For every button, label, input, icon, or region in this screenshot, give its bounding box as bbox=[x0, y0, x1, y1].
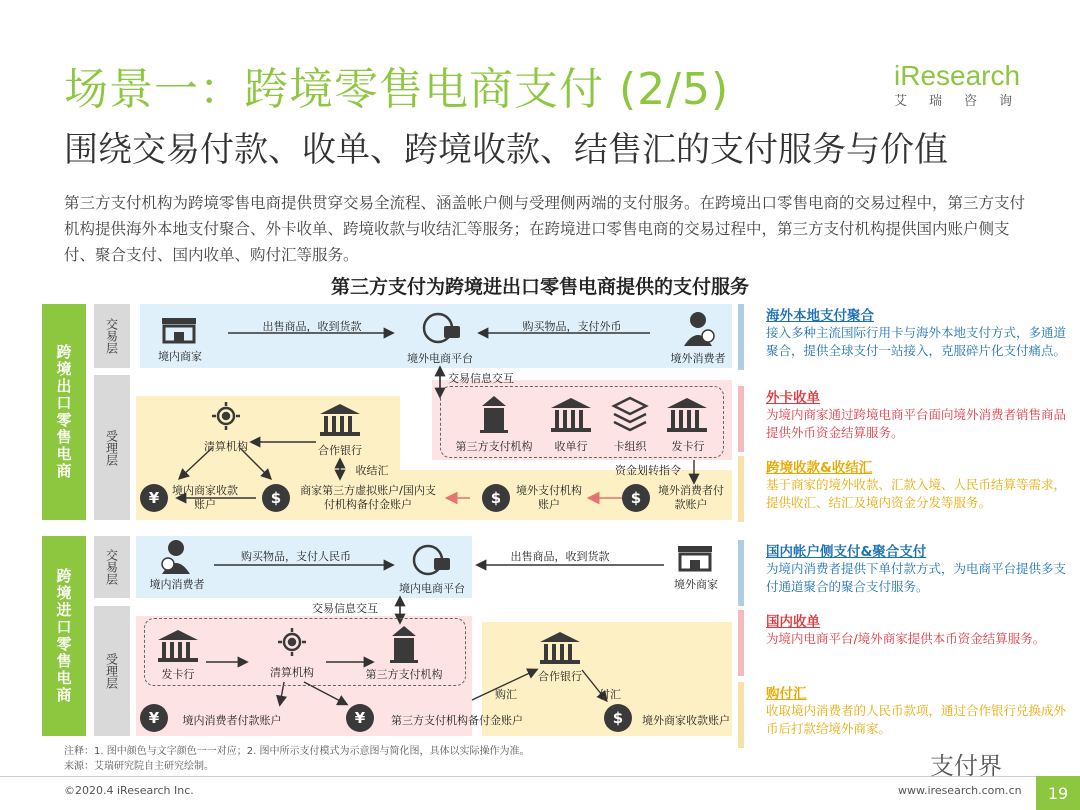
import-clearing-label: 清算机构 bbox=[270, 666, 314, 679]
export-card-org-label: 卡组织 bbox=[613, 440, 647, 453]
export-sell-flow-label: 出售商品，收到货款 bbox=[262, 320, 362, 333]
note-title: 海外本地支付聚合 bbox=[766, 308, 874, 324]
export-trade-layer: 交易层 bbox=[94, 304, 130, 368]
note-title: 国内帐户侧支付&聚合支付 bbox=[766, 544, 927, 560]
footer-note: 注释：1. 图中颜色与文字颜色一一对应；2. 图中所示支付模式为示意图与简化图，具体以实际操作为准。 bbox=[64, 746, 530, 757]
dollar-coin-icon: $ bbox=[622, 484, 650, 512]
import-platform-icon bbox=[414, 546, 450, 574]
export-foreign-acct-label: 境外支付机构账户 bbox=[516, 484, 582, 511]
note-bracket bbox=[738, 386, 744, 452]
note-title: 跨境收款&收结汇 bbox=[766, 460, 873, 476]
footer-website: www.iresearch.com.cn bbox=[898, 784, 1022, 797]
export-overseas-consumer-icon bbox=[684, 312, 714, 346]
export-coop-bank-label: 合作银行 bbox=[318, 444, 362, 457]
import-third-party-label: 第三方支付机构 bbox=[365, 668, 443, 681]
note-body: 为境内消费者提供下单付款方式，为电商平台提供多支付通道聚合的聚合支付服务。 bbox=[766, 561, 1067, 594]
export-consumer-acct-label: 境外消费者付款账户 bbox=[658, 484, 724, 511]
export-third-party-label: 第三方支付机构 bbox=[455, 440, 533, 453]
export-acquirer-label: 收单行 bbox=[554, 440, 588, 453]
page-title: 场景一：跨境零售电商支付 (2/5) bbox=[64, 64, 730, 115]
note-item bbox=[738, 386, 1068, 442]
import-consumer-acct-label: 境内消费者付款账户 bbox=[182, 714, 282, 727]
dollar-coin-icon: $ bbox=[604, 704, 632, 732]
note-bracket bbox=[738, 610, 744, 676]
note-item bbox=[738, 456, 1068, 512]
export-clearing-icon bbox=[212, 402, 240, 430]
yuan-coin-icon: ¥ bbox=[140, 484, 168, 512]
export-virtual-acct-label: 商家第三方虚拟账户/国内支付机构备付金账户 bbox=[300, 484, 436, 511]
page-number: 19 bbox=[1036, 776, 1080, 810]
export-acquirer-bank-icon bbox=[551, 398, 591, 432]
export-domestic-merchant-label: 境内商家 bbox=[158, 350, 202, 363]
export-issuer-label: 发卡行 bbox=[671, 440, 705, 453]
export-merchant-acct-label: 境内商家收款账户 bbox=[172, 484, 238, 511]
diagram-title: 第三方支付为跨境进出口零售电商提供的支付服务 bbox=[330, 276, 749, 298]
import-sell-flow-label: 出售商品，收到货款 bbox=[510, 550, 610, 563]
dollar-coin-icon: $ bbox=[482, 484, 510, 512]
export-third-party-icon bbox=[480, 396, 508, 433]
logo-cn: 艾瑞咨询 bbox=[894, 94, 1035, 109]
import-pay-fx-label: 付汇 bbox=[599, 688, 621, 701]
export-transfer-instr-label: 资金划转指令 bbox=[615, 464, 681, 477]
dollar-coin-icon: $ bbox=[262, 484, 290, 512]
note-body: 接入多种主流国际行用卡与海外本地支付方式，多通道聚合，提供全球支付一站接入，克服碎片化支付痛点。 bbox=[766, 325, 1067, 358]
export-clearing-label: 清算机构 bbox=[204, 440, 248, 453]
import-consumer-label: 境内消费者 bbox=[149, 578, 205, 591]
note-title: 购付汇 bbox=[766, 686, 807, 702]
import-platform-label: 境内电商平台 bbox=[399, 582, 465, 595]
import-trade-layer: 交易层 bbox=[94, 536, 130, 598]
note-title: 国内收单 bbox=[766, 614, 820, 630]
export-buy-flow-label: 购买物品，支付外币 bbox=[522, 320, 622, 333]
import-info-exchange-label: 交易信息交互 bbox=[312, 602, 378, 615]
import-accept-layer: 受理层 bbox=[94, 606, 130, 736]
footer-source: 来源：艾瑞研究院自主研究绘制。 bbox=[64, 761, 214, 772]
export-issuer-bank-icon bbox=[667, 398, 707, 432]
yuan-coin-icon: ¥ bbox=[346, 704, 374, 732]
intro-paragraph: 第三方支付机构为跨境零售电商提供贯穿交易全流程、涵盖帐户侧与受理侧两端的支付服务。在跨境出口零售电商的交易过程中，第三方支付机构提供海外本地支付聚合、外卡收单、跨境收款与收结汇等服务；在跨境进口零售电商的交易过程中，第三方支付机构提供国内账户侧支付、聚合支付、国内收单、购付汇等服务。 bbox=[64, 194, 1026, 264]
note-bracket bbox=[738, 304, 744, 370]
export-card-org-icon bbox=[614, 398, 646, 430]
import-buy-flow-label: 购买物品，支付人民币 bbox=[241, 550, 351, 563]
export-settle-fx-label: 收结汇 bbox=[355, 464, 389, 477]
logo-brand: iResearch bbox=[894, 60, 1021, 91]
note-item bbox=[738, 682, 1068, 738]
note-bracket bbox=[738, 540, 744, 606]
watermark-text: 支付界 bbox=[930, 752, 1002, 780]
note-bracket bbox=[738, 682, 744, 748]
export-side-label: 跨境出口零售电商 bbox=[42, 304, 86, 520]
export-coop-bank-icon bbox=[320, 404, 360, 436]
note-bracket bbox=[738, 456, 744, 522]
footer-copyright: ©2020.4 iResearch Inc. bbox=[64, 784, 194, 797]
export-domestic-merchant-icon bbox=[162, 318, 196, 342]
import-overseas-merchant-label: 境外商家 bbox=[674, 578, 718, 591]
note-item bbox=[738, 610, 1068, 648]
import-buy-fx-label: 购汇 bbox=[495, 688, 517, 701]
export-overseas-platform-label: 境外电商平台 bbox=[407, 352, 473, 365]
import-merchant-acct-label: 境外商家收款账户 bbox=[642, 714, 730, 727]
note-item bbox=[738, 540, 1068, 596]
export-accept-layer: 受理层 bbox=[94, 375, 130, 520]
export-info-exchange-label: 交易信息交互 bbox=[448, 372, 514, 385]
note-body: 为境内商家通过跨境电商平台面向境外消费者销售商品提供外币资金结算服务。 bbox=[766, 407, 1067, 440]
import-coop-bank-icon bbox=[540, 632, 580, 664]
import-issuer-label: 发卡行 bbox=[161, 668, 195, 681]
import-reserve-acct-label: 第三方支付机构备付金账户 bbox=[391, 714, 523, 727]
note-item bbox=[738, 304, 1068, 360]
note-title: 外卡收单 bbox=[766, 390, 820, 406]
import-coop-bank-label: 合作银行 bbox=[538, 670, 582, 683]
import-overseas-merchant-icon bbox=[678, 546, 712, 570]
export-overseas-platform-icon bbox=[424, 314, 460, 342]
footer-divider bbox=[0, 776, 1080, 777]
import-consumer-icon bbox=[162, 540, 190, 574]
note-body: 为境内电商平台/境外商家提供本币资金结算服务。 bbox=[766, 631, 1046, 646]
page-subtitle: 围绕交易付款、收单、跨境收款、结售汇的支付服务与价值 bbox=[64, 130, 948, 170]
export-overseas-consumer-label: 境外消费者 bbox=[670, 352, 726, 365]
yuan-coin-icon: ¥ bbox=[140, 704, 168, 732]
import-side-label: 跨境进口零售电商 bbox=[42, 536, 86, 736]
note-body: 收取境内消费者的人民币款项，通过合作银行兑换成外币后打款给境外商家。 bbox=[766, 703, 1067, 736]
note-body: 基于商家的境外收款、汇款入境、人民币结算等需求，提供收汇、结汇及境内资金分发等服务。 bbox=[766, 477, 1067, 510]
